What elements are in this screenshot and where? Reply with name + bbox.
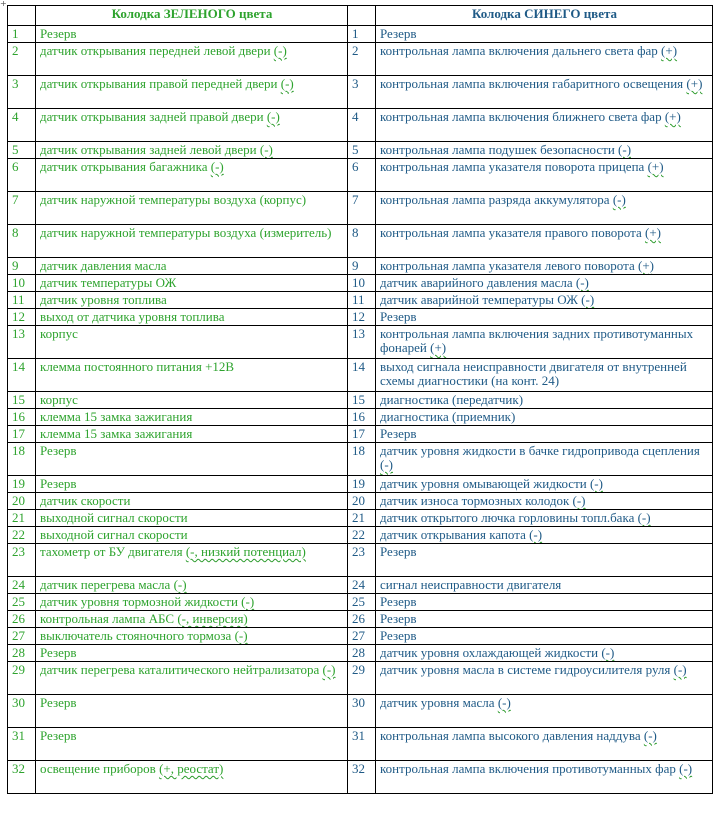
green-pin-number: 4 — [8, 109, 36, 142]
blue-pin-text: контрольная лампа разряда аккумулятора — [380, 192, 613, 207]
blue-pin-text: диагностика (передатчик) — [380, 392, 524, 407]
green-pin-description — [36, 695, 348, 728]
table-row — [8, 577, 713, 594]
blue-pin-polarity: (-) — [529, 527, 543, 542]
blue-pin-text: выход сигнала неисправности двигателя от внутренней схемы диагностики (на конт. 24) — [380, 359, 687, 388]
green-pin-polarity: (-) — [259, 142, 273, 157]
blue-pin-description — [376, 493, 713, 510]
blue-pin-polarity: (-) — [589, 476, 603, 491]
blue-pin-number: 18 — [348, 443, 376, 476]
table-row — [8, 695, 713, 728]
blue-pin-description — [376, 761, 713, 794]
green-pin-polarity: (-) — [241, 594, 255, 609]
header-blue-connector: Колодка СИНЕГО цвета — [376, 6, 713, 26]
table-row — [8, 510, 713, 527]
green-pin-number: 25 — [8, 594, 36, 611]
blue-pin-number: 17 — [348, 426, 376, 443]
blue-pin-polarity: (-) — [673, 662, 687, 677]
green-pin-description — [36, 326, 348, 359]
blue-pin-text: датчик открывания капота — [380, 527, 530, 542]
blue-pin-polarity: (-) — [679, 761, 693, 776]
green-pin-number: 8 — [8, 225, 36, 258]
blue-pin-polarity: (-) — [618, 142, 632, 157]
green-pin-number: 13 — [8, 326, 36, 359]
table-row — [8, 544, 713, 577]
table-row — [8, 426, 713, 443]
green-pin-description — [36, 662, 348, 695]
green-pin-text: Резерв — [40, 443, 77, 458]
blue-pin-polarity: (+) — [664, 109, 681, 124]
table-row — [8, 527, 713, 544]
green-pin-description — [36, 594, 348, 611]
blue-pin-number: 12 — [348, 309, 376, 326]
table-row — [8, 476, 713, 493]
green-pin-polarity: (-) — [322, 662, 336, 677]
blue-pin-number: 19 — [348, 476, 376, 493]
blue-pin-polarity: (+) — [686, 76, 703, 91]
green-pin-text: датчик давления масла — [40, 258, 167, 273]
green-pin-number: 3 — [8, 76, 36, 109]
table-row — [8, 628, 713, 645]
blue-pin-description — [376, 392, 713, 409]
green-pin-text: выход от датчика уровня топлива — [40, 309, 225, 324]
green-pin-description — [36, 258, 348, 275]
green-pin-number: 14 — [8, 359, 36, 392]
blue-pin-description — [376, 359, 713, 392]
header-row — [8, 6, 713, 26]
green-pin-number: 31 — [8, 728, 36, 761]
blue-pin-text: контрольная лампа включения противотуманных фар — [380, 761, 680, 776]
blue-pin-number: 2 — [348, 43, 376, 76]
blue-pin-text: Резерв — [380, 594, 417, 609]
blue-pin-polarity: (+) — [638, 258, 655, 273]
blue-pin-description — [376, 611, 713, 628]
green-pin-number: 26 — [8, 611, 36, 628]
blue-pin-number: 9 — [348, 258, 376, 275]
blue-pin-text: Резерв — [380, 426, 417, 441]
blue-pin-description — [376, 645, 713, 662]
green-pin-polarity: (-) — [210, 159, 224, 174]
table-row — [8, 109, 713, 142]
blue-pin-number: 24 — [348, 577, 376, 594]
green-pin-description — [36, 159, 348, 192]
table-row — [8, 493, 713, 510]
green-pin-text: датчик открывания передней левой двери — [40, 43, 274, 58]
green-pin-description — [36, 426, 348, 443]
table-row — [8, 292, 713, 309]
green-pin-number: 7 — [8, 192, 36, 225]
blue-pin-description — [376, 577, 713, 594]
blue-pin-description — [376, 628, 713, 645]
blue-pin-text: датчик износа тормозных колодок — [380, 493, 573, 508]
green-pin-number: 27 — [8, 628, 36, 645]
green-pin-number: 21 — [8, 510, 36, 527]
blue-pin-description — [376, 728, 713, 761]
green-pin-description — [36, 761, 348, 794]
green-pin-description — [36, 43, 348, 76]
green-pin-text: Резерв — [40, 728, 77, 743]
green-pin-text: клемма 15 замка зажигания — [40, 426, 193, 441]
green-pin-number: 11 — [8, 292, 36, 309]
green-pin-text: датчик открывания багажника — [40, 159, 211, 174]
blue-pin-number: 1 — [348, 26, 376, 43]
blue-pin-text: контрольная лампа высокого давления наддува — [380, 728, 644, 743]
table-row — [8, 26, 713, 43]
table-row — [8, 611, 713, 628]
green-pin-text: освещение приборов — [40, 761, 160, 776]
table-row — [8, 159, 713, 192]
green-pin-text: тахометр от БУ двигателя — [40, 544, 186, 559]
table-row — [8, 76, 713, 109]
blue-pin-polarity: (-) — [643, 728, 657, 743]
green-pin-number: 6 — [8, 159, 36, 192]
green-pin-text: клемма постоянного питания +12В — [40, 359, 235, 374]
blue-pin-text: контрольная лампа указателя поворота прицепа — [380, 159, 648, 174]
green-pin-description — [36, 359, 348, 392]
blue-pin-polarity: (-) — [601, 645, 615, 660]
blue-pin-text: датчик уровня охлаждающей жидкости — [380, 645, 602, 660]
green-pin-description — [36, 577, 348, 594]
table-row — [8, 258, 713, 275]
green-pin-polarity: (-) — [273, 43, 287, 58]
green-pin-description — [36, 493, 348, 510]
blue-pin-text: датчик уровня масла — [380, 695, 498, 710]
green-pin-number: 24 — [8, 577, 36, 594]
blue-pin-number: 15 — [348, 392, 376, 409]
green-pin-text: датчик уровня тормозной жидкости — [40, 594, 242, 609]
blue-pin-text: датчик уровня омывающей жидкости — [380, 476, 590, 491]
blue-pin-description — [376, 309, 713, 326]
green-pin-number: 29 — [8, 662, 36, 695]
green-pin-number: 12 — [8, 309, 36, 326]
blue-pin-polarity: (+) — [647, 159, 664, 174]
green-pin-description — [36, 392, 348, 409]
blue-pin-description — [376, 326, 713, 359]
table-row — [8, 728, 713, 761]
blue-pin-number: 13 — [348, 326, 376, 359]
green-pin-text: выходной сигнал скорости — [40, 527, 188, 542]
green-pin-number: 18 — [8, 443, 36, 476]
green-pin-number: 23 — [8, 544, 36, 577]
green-pin-description — [36, 443, 348, 476]
green-pin-text: клемма 15 замка зажигания — [40, 409, 193, 424]
green-pin-description — [36, 26, 348, 43]
green-pin-description — [36, 275, 348, 292]
green-pin-number: 22 — [8, 527, 36, 544]
blue-pin-text: датчик аварийного давления масла — [380, 275, 576, 290]
blue-pin-number: 30 — [348, 695, 376, 728]
blue-pin-description — [376, 142, 713, 159]
blue-pin-number: 23 — [348, 544, 376, 577]
green-pin-description — [36, 309, 348, 326]
table-row — [8, 761, 713, 794]
table-row — [8, 645, 713, 662]
green-pin-number: 15 — [8, 392, 36, 409]
green-pin-description — [36, 142, 348, 159]
blue-pin-description — [376, 695, 713, 728]
table-row — [8, 662, 713, 695]
blue-pin-description — [376, 594, 713, 611]
blue-pin-number: 10 — [348, 275, 376, 292]
green-pin-number: 9 — [8, 258, 36, 275]
green-pin-number: 1 — [8, 26, 36, 43]
green-pin-text: датчик перегрева каталитического нейтрализатора — [40, 662, 323, 677]
green-pin-description — [36, 527, 348, 544]
blue-pin-description — [376, 275, 713, 292]
green-pin-description — [36, 225, 348, 258]
green-pin-number: 16 — [8, 409, 36, 426]
green-pin-polarity: (-, инверсия) — [177, 611, 248, 626]
blue-pin-text: датчик аварийной температуры ОЖ — [380, 292, 582, 307]
blue-pin-description — [376, 43, 713, 76]
green-pin-description — [36, 645, 348, 662]
green-pin-number: 19 — [8, 476, 36, 493]
blue-pin-number: 26 — [348, 611, 376, 628]
blue-pin-text: диагностика (приемник) — [380, 409, 516, 424]
blue-pin-number: 5 — [348, 142, 376, 159]
blue-pin-polarity: (-) — [581, 292, 595, 307]
blue-pin-number: 27 — [348, 628, 376, 645]
table-row — [8, 443, 713, 476]
green-pin-text: выходной сигнал скорости — [40, 510, 188, 525]
blue-pin-text: контрольная лампа включения ближнего света фар — [380, 109, 665, 124]
green-pin-number: 10 — [8, 275, 36, 292]
green-pin-text: контрольная лампа АБС — [40, 611, 178, 626]
blue-pin-number: 11 — [348, 292, 376, 309]
blue-pin-number: 20 — [348, 493, 376, 510]
green-pin-text: Резерв — [40, 645, 77, 660]
blue-pin-text: датчик уровня жидкости в бачке гидропривода сцепления — [380, 443, 700, 458]
green-pin-description — [36, 109, 348, 142]
header-blue-number — [348, 6, 376, 26]
blue-pin-polarity: (+) — [644, 225, 661, 240]
green-pin-polarity: (-) — [234, 628, 248, 643]
green-pin-description — [36, 510, 348, 527]
blue-pin-description — [376, 159, 713, 192]
green-pin-text: датчик уровня топлива — [40, 292, 167, 307]
green-pin-text: датчик наружной температуры воздуха (корпус) — [40, 192, 307, 207]
blue-pin-text: контрольная лампа включения дальнего света фар — [380, 43, 662, 58]
green-pin-text: датчик скорости — [40, 493, 131, 508]
green-pin-polarity: (-, низкий потенциал) — [185, 544, 306, 559]
blue-pin-text: контрольная лампа указателя правого поворота — [380, 225, 645, 240]
green-pin-text: Резерв — [40, 26, 77, 41]
green-pin-text: корпус — [40, 392, 78, 407]
green-pin-description — [36, 544, 348, 577]
green-pin-number: 2 — [8, 43, 36, 76]
green-pin-number: 20 — [8, 493, 36, 510]
blue-pin-polarity: (+) — [661, 43, 678, 58]
blue-pin-text: Резерв — [380, 611, 417, 626]
table-row — [8, 192, 713, 225]
green-pin-description — [36, 611, 348, 628]
green-pin-polarity: (-) — [266, 109, 280, 124]
blue-pin-number: 14 — [348, 359, 376, 392]
blue-pin-description — [376, 26, 713, 43]
blue-pin-number: 22 — [348, 527, 376, 544]
table-row — [8, 309, 713, 326]
blue-pin-description — [376, 76, 713, 109]
blue-pin-description — [376, 225, 713, 258]
blue-pin-text: контрольная лампа указателя левого поворота — [380, 258, 639, 273]
blue-pin-text: контрольная лампа включения задних противотуманных фонарей — [380, 326, 694, 355]
green-pin-polarity: (-) — [173, 577, 187, 592]
blue-pin-text: сигнал неисправности двигателя — [380, 577, 562, 592]
connector-pinout-table — [7, 5, 713, 794]
green-pin-text: датчик открывания задней левой двери — [40, 142, 260, 157]
blue-pin-text: Резерв — [380, 26, 417, 41]
green-pin-text: датчик наружной температуры воздуха (измеритель) — [40, 225, 332, 240]
green-pin-description — [36, 476, 348, 493]
green-pin-text: Резерв — [40, 695, 77, 710]
blue-pin-number: 28 — [348, 645, 376, 662]
blue-pin-number: 16 — [348, 409, 376, 426]
green-pin-text: выключатель стояночного тормоза — [40, 628, 235, 643]
blue-pin-number: 6 — [348, 159, 376, 192]
blue-pin-description — [376, 476, 713, 493]
table-row — [8, 409, 713, 426]
blue-pin-number: 21 — [348, 510, 376, 527]
table-row — [8, 142, 713, 159]
blue-pin-description — [376, 292, 713, 309]
blue-pin-text: контрольная лампа включения габаритного освещения — [380, 76, 687, 91]
blue-pin-text: Резерв — [380, 544, 417, 559]
blue-pin-description — [376, 258, 713, 275]
blue-pin-text: Резерв — [380, 309, 417, 324]
green-pin-text: Резерв — [40, 476, 77, 491]
green-pin-number: 5 — [8, 142, 36, 159]
table-row — [8, 43, 713, 76]
blue-pin-number: 31 — [348, 728, 376, 761]
blue-pin-text: контрольная лампа подушек безопасности — [380, 142, 619, 157]
blue-pin-polarity: (-) — [612, 192, 626, 207]
green-pin-text: датчик температуры ОЖ — [40, 275, 177, 290]
table-row — [8, 275, 713, 292]
blue-pin-text: датчик уровня масла в системе гидроусилителя руля — [380, 662, 674, 677]
green-pin-number: 28 — [8, 645, 36, 662]
blue-pin-number: 8 — [348, 225, 376, 258]
blue-pin-description — [376, 510, 713, 527]
table-move-handle[interactable]: + — [0, 0, 7, 8]
green-pin-text: корпус — [40, 326, 78, 341]
green-pin-description — [36, 628, 348, 645]
table-row — [8, 594, 713, 611]
blue-pin-number: 29 — [348, 662, 376, 695]
blue-pin-number: 4 — [348, 109, 376, 142]
blue-pin-text: Резерв — [380, 628, 417, 643]
green-pin-polarity: (+, реостат) — [159, 761, 224, 776]
green-pin-description — [36, 292, 348, 309]
blue-pin-description — [376, 544, 713, 577]
green-pin-text: датчик перегрева масла — [40, 577, 174, 592]
green-pin-text: датчик открывания правой передней двери — [40, 76, 281, 91]
blue-pin-number: 7 — [348, 192, 376, 225]
blue-pin-description — [376, 426, 713, 443]
blue-pin-text: датчик открытого лючка горловины топл.бака — [380, 510, 638, 525]
blue-pin-description — [376, 662, 713, 695]
table-row — [8, 359, 713, 392]
green-pin-description — [36, 76, 348, 109]
blue-pin-polarity: (-) — [637, 510, 651, 525]
table-row — [8, 392, 713, 409]
blue-pin-description — [376, 527, 713, 544]
green-pin-number: 17 — [8, 426, 36, 443]
blue-pin-description — [376, 192, 713, 225]
green-pin-text: датчик открывания задней правой двери — [40, 109, 267, 124]
blue-pin-polarity: (-) — [575, 275, 589, 290]
blue-pin-description — [376, 109, 713, 142]
header-green-number — [8, 6, 36, 26]
blue-pin-description — [376, 409, 713, 426]
header-green-connector: Колодка ЗЕЛЕНОГО цвета — [36, 6, 348, 26]
green-pin-description — [36, 192, 348, 225]
blue-pin-polarity: (+) — [430, 340, 447, 355]
blue-pin-number: 25 — [348, 594, 376, 611]
table-row — [8, 225, 713, 258]
green-pin-description — [36, 728, 348, 761]
blue-pin-polarity: (-) — [572, 493, 586, 508]
table-row — [8, 326, 713, 359]
blue-pin-polarity: (-) — [497, 695, 511, 710]
green-pin-polarity: (-) — [280, 76, 294, 91]
blue-pin-description — [376, 443, 713, 476]
blue-pin-number: 32 — [348, 761, 376, 794]
blue-pin-number: 3 — [348, 76, 376, 109]
green-pin-description — [36, 409, 348, 426]
green-pin-number: 32 — [8, 761, 36, 794]
blue-pin-polarity: (-) — [380, 457, 393, 472]
green-pin-number: 30 — [8, 695, 36, 728]
